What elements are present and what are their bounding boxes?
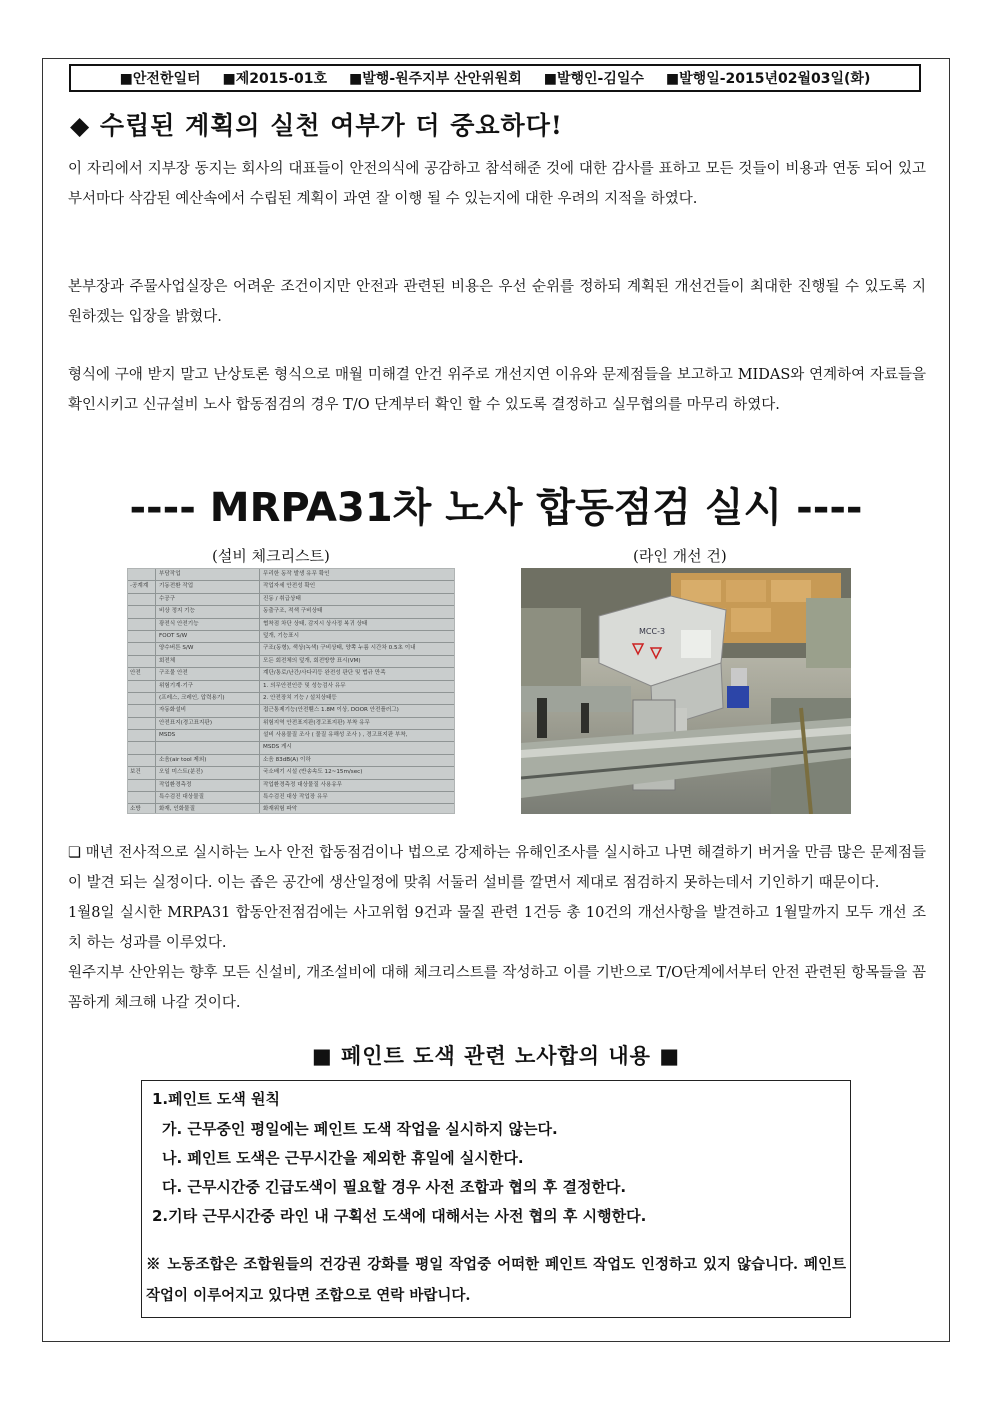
agreement-note: ※ 노동조합은 조합원들의 건강권 강화를 평일 작업중 어떠한 페인트 작업도 인정하고 있지 않습니다. 페인트 작업이 이루어지고 있다면 조합으로 연락 바랍니다. (146, 1256, 846, 1304)
checklist-cell: 양수버튼 S/W (156, 643, 260, 654)
checklist-cell: MSDS (156, 730, 260, 741)
checklist-cell (128, 742, 156, 753)
checklist-cell (128, 718, 156, 729)
agreement-line-principle: 1.페인트 도색 원칙 (152, 1090, 281, 1108)
checklist-cell: 안전표지(경고표지판) (156, 718, 260, 729)
checklist-cell: FOOT S/W (156, 631, 260, 642)
newsletter-masthead (69, 64, 921, 92)
checklist-cell: 비상 정지 기능 (156, 606, 260, 617)
masthead-editor: ■발행인-김일수 (543, 71, 644, 87)
summary-paragraph-2: 1월8일 실시한 MRPA31 합동안전점검에는 사고위험 9건과 물질 관련 1건등 총 10건의 개선사항을 발견하고 1월말까지 모두 개선 조치 하는 성과를 이루었다. (68, 905, 926, 951)
masthead-issue: ■제2015-01호 (222, 71, 328, 87)
summary-paragraph-3: 원주지부 산안위는 향후 모든 신설비, 개조설비에 대해 체크리스트를 작성하고 이를 기반으로 T/O단계에서부터 안전 관련된 항목들을 꼼꼼하게 체크해 나갈 것이다. (68, 965, 926, 1011)
checklist-row (128, 804, 454, 814)
checklist-cell: 진동 / 취급상태 (263, 595, 301, 602)
checklist-cell: 구조(동형), 색상(녹색) 구비상태, 양쪽 누름 시간차 0.5초 이내 (263, 645, 416, 652)
checklist-cell: 부담작업 (156, 569, 260, 580)
checklist-cell: 화재, 인화물질 (156, 804, 260, 814)
agreement-line-c: 다. 근무시간중 긴급도색이 필요할 경우 사전 조합과 협의 후 결정한다. (162, 1178, 627, 1196)
factory-label-text: MCC-3 (639, 627, 666, 636)
summary-paragraph-1: ❏ 매년 전사적으로 실시하는 노사 안전 합동점검이나 법으로 강제하는 유해인조사를 실시하고 나면 해결하기 버거울 만큼 많은 문제점들이 발견 되는 실정이다. 이는 좁은 공간에 생산일정에 맞춰 서둘러 설비를 깔면서 제대로 점검하지 못하는데서 기인하기 때문이다. (68, 845, 926, 891)
checklist-cell: 협착점 차단 상태, 감지시 상사정 복귀 상태 (263, 620, 368, 627)
agreement-line-other: 2.기타 근무시간중 라인 내 구획선 도색에 대해서는 사전 협의 후 시행한다. (152, 1207, 647, 1225)
headline-joint-inspection: ---- MRPA31차 노사 합동점검 실시 ---- (129, 485, 863, 531)
checklist-table (128, 569, 454, 814)
checklist-cell: 설비 사용물질 조사 ( 물질 유해성 조사 ) , 경고표지판 부착, (263, 732, 408, 739)
checklist-row (128, 742, 454, 754)
checklist-row (128, 767, 454, 779)
checklist-cell: 오일 미스트(분진) (156, 767, 260, 778)
paragraph-1: 이 자리에서 지부장 동지는 회사의 대표들이 안전의식에 공감하고 참석해준 것에 대한 감사를 표하고 모든 것들이 비용과 연동 되어 있고 부서마다 삭감된 예산속에서 수립된 계획이 과연 잘 이행 될 수 있는지에 대한 우려의 지적을 하였다. (68, 161, 926, 207)
checklist-row (128, 631, 454, 643)
checklist-cell: MSDS 게시 (263, 744, 292, 751)
checklist-row (128, 581, 454, 593)
checklist-row (128, 693, 454, 705)
checklist-cell: 특수검진 대상물질 (156, 792, 260, 803)
checklist-cell: 국소배기 시설 (반송속도 12~15m/sec) (263, 769, 363, 776)
checklist-row (128, 668, 454, 680)
checklist-cell: 화재위험 파악 (263, 806, 298, 813)
checklist-cell: 작업환경측정 (156, 780, 260, 791)
checklist-cell (128, 619, 156, 630)
checklist-cell: 회전체 (156, 656, 260, 667)
checklist-cell: 위험지역 안전표지판(경고표지판) 부착 유무 (263, 719, 370, 726)
checklist-row (128, 569, 454, 581)
inspection-summary (68, 838, 926, 1018)
checklist-cell: 특수검진 대상 작업장 유무 (263, 794, 328, 801)
masthead-title: ■안전한일터 (119, 71, 201, 87)
factory-scene (521, 568, 851, 814)
checklist-photo (127, 568, 455, 814)
line-improvement-photo (521, 568, 851, 814)
checklist-cell: 자동화설비 (156, 705, 260, 716)
checklist-cell: 접근통제기능(안전휀스 1.8M 이상, DOOR 안전플러그) (263, 707, 399, 714)
checklist-cell: 1. 의무안전인증 및 성능검사 유무 (263, 682, 346, 689)
checklist-cell: 기동전환 작업 (156, 581, 260, 592)
checklist-cell: 작업환경측정 대상물질 사용유무 (263, 781, 343, 788)
checklist-cell (128, 705, 156, 716)
checklist-cell: 수공구 (156, 594, 260, 605)
checklist-cell: 소음 83dB(A) 이하 (263, 756, 311, 763)
checklist-row (128, 619, 454, 631)
checklist-cell: 소음(air tool 제외) (156, 755, 260, 766)
checklist-cell: 무리한 동작 발생 유무 확인 (263, 571, 330, 577)
paragraph-3: 형식에 구애 받지 말고 난상토론 형식으로 매월 미해결 안건 위주로 개선지연 이유와 문제점들을 보고하고 MIDAS와 연계하여 자료들을 확인시키고 신규설비 노사 합동점검의 경우 T/O 단계부터 확인 할 수 있도록 결정하고 실무협의를 마무리 하였다. (68, 367, 926, 413)
checklist-cell: 덮개, 기능표시 (263, 632, 299, 639)
checklist-row (128, 718, 454, 730)
checklist-cell: (프레스, 크레인, 압력용기) (156, 693, 260, 704)
checklist-cell: -공계계 (128, 581, 156, 592)
headline-paint-agreement: ■ 페인트 도색 관련 노사합의 내용 ■ (311, 1043, 681, 1068)
checklist-row (128, 606, 454, 618)
checklist-cell (128, 569, 156, 580)
caption-checklist: (설비 체크리스트) (212, 547, 330, 565)
masthead-publisher: ■발행-원주지부 산안위원회 (349, 71, 522, 87)
checklist-cell (128, 755, 156, 766)
checklist-cell (128, 730, 156, 741)
checklist-cell: 동출구조, 적색 구비상태 (263, 608, 323, 615)
checklist-cell (128, 780, 156, 791)
checklist-cell: 2. 안전장치 기능 / 설치상태등 (263, 694, 337, 701)
checklist-row (128, 594, 454, 606)
checklist-row (128, 730, 454, 742)
checklist-cell (128, 594, 156, 605)
checklist-cell (128, 656, 156, 667)
checklist-cell: 안전 (128, 668, 156, 679)
checklist-cell: 광전식 안전기능 (156, 619, 260, 630)
checklist-cell (128, 792, 156, 803)
checklist-cell: 구조물 안전 (156, 668, 260, 679)
headline-plan-execution: ◆ 수립된 계획의 실천 여부가 더 중요하다! (70, 111, 563, 140)
checklist-cell (128, 631, 156, 642)
checklist-cell (128, 643, 156, 654)
checklist-cell (128, 606, 156, 617)
checklist-cell (128, 693, 156, 704)
caption-line-improvement: (라인 개선 건) (633, 547, 727, 565)
paint-agreement-box (141, 1080, 851, 1318)
paragraph-2: 본부장과 주물사업실장은 어려운 조건이지만 안전과 관련된 비용은 우선 순위를 정하되 계획된 개선건들이 최대한 진행될 수 있도록 지원하겠는 입장을 밝혔다. (68, 279, 926, 325)
checklist-cell (156, 742, 260, 753)
checklist-row (128, 681, 454, 693)
checklist-cell: 보건 (128, 767, 156, 778)
checklist-cell: 모든 회전체의 덮개, 회전방향 표시(VM) (263, 657, 361, 664)
checklist-row (128, 656, 454, 668)
agreement-line-a: 가. 근무중인 평일에는 페인트 도색 작업을 실시하지 않는다. (162, 1120, 558, 1138)
checklist-row (128, 643, 454, 655)
checklist-cell: 작업자세 안전성 확인 (263, 583, 316, 590)
agreement-line-b: 나. 페인트 도색은 근무시간을 제외한 휴일에 실시한다. (162, 1149, 524, 1167)
checklist-row (128, 792, 454, 804)
masthead-date: ■발행일-2015년02월03일(화) (665, 71, 871, 87)
checklist-row (128, 755, 454, 767)
checklist-cell (128, 681, 156, 692)
checklist-cell: 위험기계·기구 (156, 681, 260, 692)
checklist-cell: 소방 (128, 804, 156, 814)
checklist-cell: 계단/통로/난간/사다리등 완전성 판단 및 법규 만족 (263, 670, 386, 677)
checklist-row (128, 705, 454, 717)
checklist-row (128, 780, 454, 792)
